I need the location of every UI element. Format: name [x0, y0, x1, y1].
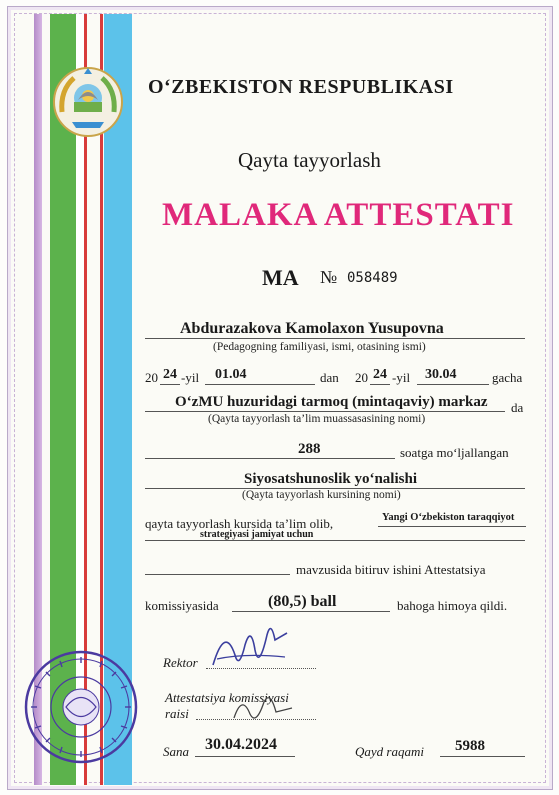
certificate-subtitle: Qayta tayyorlash	[238, 148, 381, 172]
topic-line-2: strategiyasi jamiyat uchun	[200, 529, 314, 540]
name-underline	[145, 338, 525, 339]
end-date-underline	[417, 384, 489, 385]
institution-underline	[145, 411, 505, 412]
grade-underline	[232, 611, 390, 612]
certificate-number: 058489	[347, 270, 398, 286]
number-sign: №	[320, 267, 338, 287]
date-underline	[195, 756, 295, 757]
grade-prefix: komissiyasida	[145, 598, 219, 613]
end-date: 30.04	[425, 367, 457, 382]
topic-underline-1	[378, 526, 526, 527]
rector-label: Rektor	[163, 655, 198, 670]
start-year-underline	[160, 384, 180, 385]
grade-value: (80,5) ball	[268, 593, 337, 610]
grade-suffix: bahoga himoya qildi.	[397, 598, 508, 613]
institution-caption: (Qayta tayyorlash ta’lim muassasasining nomi)	[208, 413, 426, 425]
topic-underline-3	[145, 574, 290, 575]
end-year-underline	[370, 384, 390, 385]
study-text: qayta tayyorlash kursida ta’lim olib,	[145, 516, 334, 531]
round-seal-icon	[22, 648, 140, 766]
date-value: 30.04.2024	[205, 736, 277, 753]
dan-label: dan	[320, 370, 339, 385]
topic-line-1: Yangi O‘zbekiston taraqqiyot	[382, 512, 515, 523]
rector-signature	[205, 615, 295, 685]
date-label: Sana	[163, 744, 189, 759]
hours-underline	[145, 458, 395, 459]
holder-name: Abdurazakova Kamolaxon Yusupovna	[180, 320, 444, 337]
certificate-title: MALAKA ATTESTATI	[162, 197, 515, 233]
end-year: 24	[373, 367, 387, 382]
da-label: da	[511, 400, 524, 415]
reg-underline	[440, 756, 525, 757]
gacha-label: gacha	[492, 370, 523, 385]
hours-label: soatga mo‘ljallangan	[400, 445, 509, 460]
start-year: 24	[163, 367, 177, 382]
year-prefix-2: 20	[355, 370, 368, 385]
start-date-underline	[205, 384, 315, 385]
commission-signature	[230, 688, 300, 728]
topic-underline-2	[145, 540, 525, 541]
state-emblem-icon	[52, 66, 124, 138]
certificate-series: MA	[262, 265, 299, 290]
course-caption: (Qayta tayyorlash kursining nomi)	[242, 489, 401, 501]
yil-label: -yil	[181, 370, 200, 385]
yil-label-2: -yil	[392, 370, 411, 385]
hours-value: 288	[298, 441, 321, 457]
start-date: 01.04	[215, 367, 247, 382]
year-prefix: 20	[145, 370, 158, 385]
reg-value: 5988	[455, 738, 485, 754]
reg-label: Qayd raqami	[355, 744, 424, 759]
name-caption: (Pedagogning familiyasi, ismi, otasining ismi)	[213, 341, 426, 353]
course-name: Siyosatshunoslik yo‘nalishi	[244, 471, 417, 487]
commission-label-2: raisi	[165, 706, 189, 721]
commission-label-1: Attestatsiya komissiyasi	[165, 690, 289, 705]
institution-name: O‘zMU huzuridagi tarmoq (mintaqaviy) markaz	[175, 394, 488, 410]
defense-text: mavzusida bitiruv ishini Attestatsiya	[296, 562, 486, 577]
country-title: O‘ZBEKISTON RESPUBLIKASI	[148, 76, 454, 98]
